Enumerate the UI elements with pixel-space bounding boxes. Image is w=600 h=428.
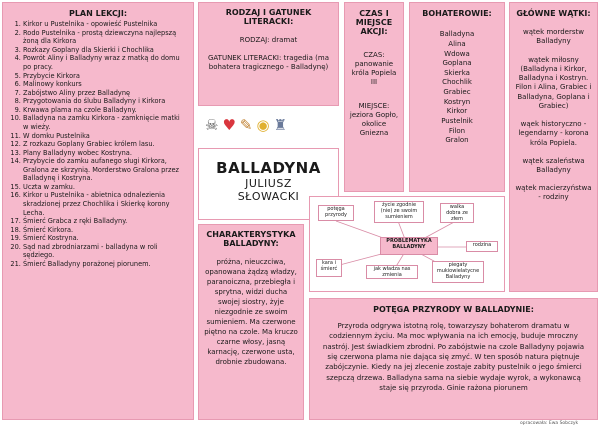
icons-row — [205, 116, 287, 134]
plan-lekcji-list — [9, 20, 187, 268]
plan-item: 21. Śmierć Balladyny porażonej piorunem. — [23, 260, 187, 269]
plan-item: 5. Przybycie Kirkora — [23, 72, 187, 81]
watki-list — [514, 28, 593, 203]
plan-item: 4. Powrót Aliny i Balladyny wraz z matką do domu po pracy. — [23, 54, 187, 71]
castle-icon: ♜ — [273, 116, 288, 134]
pen-icon: ✎ — [239, 116, 253, 134]
plan-item: 15. Ucztа w zamku. — [23, 183, 187, 192]
plan-item: 20. Sąd nad zbrodniarzami - balladyna w roli sędziego. — [23, 243, 187, 260]
bohaterowie-list — [414, 30, 500, 146]
czas-miejsce-card — [344, 2, 404, 192]
watki-title: GŁÓWNE WĄTKI: — [516, 9, 591, 18]
bohater-item: Wdowa — [444, 49, 470, 58]
author-first-name: JULIUSZ — [245, 177, 292, 190]
charakterystyka-text: próżna, nieuczciwa, opanowana żądzą władzy, paranoiczna, przebiegła i sprytna, widzi ducha swojej siostry, żyje niezgodnie ze swoim sumieniem. Ma czerwone piętno na czole. Ma kruczo czarne włosy, jasną karnację, czerwone usta, drobnie zbudowana. — [204, 258, 298, 366]
bohater-item: Kirkor — [446, 107, 468, 116]
diagram-node-wladza: jak władza nas zmienia — [366, 265, 418, 279]
watek-item: wątek szaleństwa Balladyny — [522, 156, 585, 174]
bohater-item: Balladyna — [439, 30, 475, 39]
diagram-node-zycie: życie zgodnie (nie) ze swoim sumieniem — [374, 201, 424, 223]
potega-przyrody-card — [309, 298, 598, 420]
plan-item: 18. Śmierć Kirkora. — [23, 226, 187, 235]
coin-icon: ◉ — [256, 116, 270, 134]
watek-item: wąek historyczno - legendarny - korona króla Popiela. — [518, 120, 589, 147]
diagram-node-piegaty: piegaty mukiowielatycne Balladyny — [432, 261, 484, 283]
plan-item: 17. Śmierć Grabca z ręki Balladyny. — [23, 217, 187, 226]
author-last-name: SŁOWACKI — [237, 190, 300, 203]
diagram-node-potega: potęga przyrody — [318, 205, 354, 221]
plan-item: 7. Zabójstwo Aliny przez Balladynę — [23, 89, 187, 98]
bohaterowie-title: BOHATEROWIE: — [422, 9, 492, 18]
rodzaj-title: RODZAJ I GATUNEK LITERACKI: — [225, 8, 312, 27]
plan-lekcji-card — [2, 2, 194, 420]
watek-item: wątek macierzyństwa - rodziny — [515, 184, 592, 202]
plan-item: 8. Przygotowania do ślubu Balladyny i Kirkora — [23, 97, 187, 106]
plan-item: 19. Śmierć Kostryna. — [23, 234, 187, 243]
diagram-node-kara: kara i śmierć — [316, 259, 342, 277]
problematyka-diagram — [309, 196, 505, 292]
plan-item: 13. Plany Balladyny wobec Kostryna. — [23, 149, 187, 158]
heart-icon: ♥ — [222, 116, 236, 134]
plan-item: 16. Kirkor u Pustelnika - abietnica odnalezienia skradzionej przez Chochlika i Skierkę korony Lecha. — [23, 191, 187, 217]
bohater-item: Chochlik — [442, 78, 472, 87]
watek-item: wątek miłosny (Balladyna i Kirkor, Balladyna i Kostryn. Filon i Alina, Grabiec i Balladyna, Goplana i Grabiec) — [515, 55, 592, 110]
diagram-node-rodzina: rodzina — [466, 241, 498, 252]
rodzaj-gatunek-card — [198, 2, 339, 106]
skull-icon: ☠ — [205, 116, 219, 134]
gatunek-value: GATUNEK LITERACKI: tragedia (ma bohatera tragicznego - Balladynę) — [208, 53, 329, 71]
charakterystyka-title: CHARAKTERYSTYKA BALLADYNY: — [206, 230, 296, 249]
plan-lekcji-title: PLAN LEKCJI: — [68, 9, 128, 18]
plan-item: 14. Przybycie do zamku aufanego sługi Kirkora, Gralona ze skrzynią. Morderstwo Gralona przez Balladynę i Kostryna. — [23, 157, 187, 183]
czas-title: CZAS I MIEJSCE AKCJI: — [355, 9, 393, 37]
book-title: BALLADYNA — [216, 159, 321, 177]
potega-text: Przyroda odgrywa istotną rolę, towarzyszy bohaterom dramatu w codziennym życiu. Ma moc wpływania na ich emocję, buduje mroczny nastrój. Jest świadkiem zbrodni. Po zabójstwie na czole Balladyny pojawia się czerwona plama nie dająca się zmyć. W ten sposób natura piętnuje zabójczynie. Kiedy na jej zlecenie zostaje zabity pustelnik o jego śmierci szepczą drzewa. Balladyna sama na siebie wydaje wyrok, a wykonawcą staje się przyroda. Ginie rażona piorunem — [322, 321, 585, 392]
plan-item: 12. Z rozkazu Goplany Grabiec królem lasu. — [23, 140, 187, 149]
bohater-item: Kostryn — [443, 97, 471, 106]
czas-value: CZAS: panowanie króla Popiela III — [351, 50, 397, 87]
plan-item: 10. Balladyna na zamku Kirkora - zamknięcie matki w wieży. — [23, 114, 187, 131]
bohater-item: Grabiec — [443, 88, 471, 97]
plan-item: 1. Kirkor u Pustelnika - opowieść Pustelnika — [23, 20, 187, 29]
plan-item: 11. W domku Pustelnika — [23, 132, 187, 141]
miejsce-value: MIEJSCE: jeziora Gopło, okolice Gniezna — [349, 101, 399, 138]
rodzaj-value: RODZAJ: dramat — [239, 36, 298, 45]
bohater-item: Filon — [448, 126, 466, 135]
bohater-item: Gralon — [445, 136, 469, 145]
bohater-item: Goplana — [442, 59, 472, 68]
plan-item: 3. Rozkazy Goplany dla Skierki i Chochlika — [23, 46, 187, 55]
bohater-item: Pustelnik — [441, 117, 473, 126]
author-credit: opracowała: Ewa Sobczyk — [520, 421, 579, 426]
charakterystyka-card — [198, 224, 304, 420]
potega-title: POTĘGA PRZYRODY W BALLADYNIE: — [373, 305, 534, 314]
bohater-item: Alina — [448, 39, 466, 48]
watek-item: wątek morderstw Balladyny — [523, 28, 584, 46]
diagram-node-walka: walka dobra ze złem — [440, 203, 474, 223]
plan-item: 9. Krwawa plama na czole Balladyny. — [23, 106, 187, 115]
plan-item: 6. Malinowy konkurs — [23, 80, 187, 89]
plan-item: 2. Rodo Pustelnika - prostą dziewczyna najlepszą żoną dla Kirkora — [23, 29, 187, 46]
glowne-watki-card — [509, 2, 598, 292]
bohaterowie-card — [409, 2, 505, 192]
bohater-item: Skierka — [444, 68, 470, 77]
diagram-node-core: PROBLEMATYKA BALLADYNY — [380, 237, 438, 255]
